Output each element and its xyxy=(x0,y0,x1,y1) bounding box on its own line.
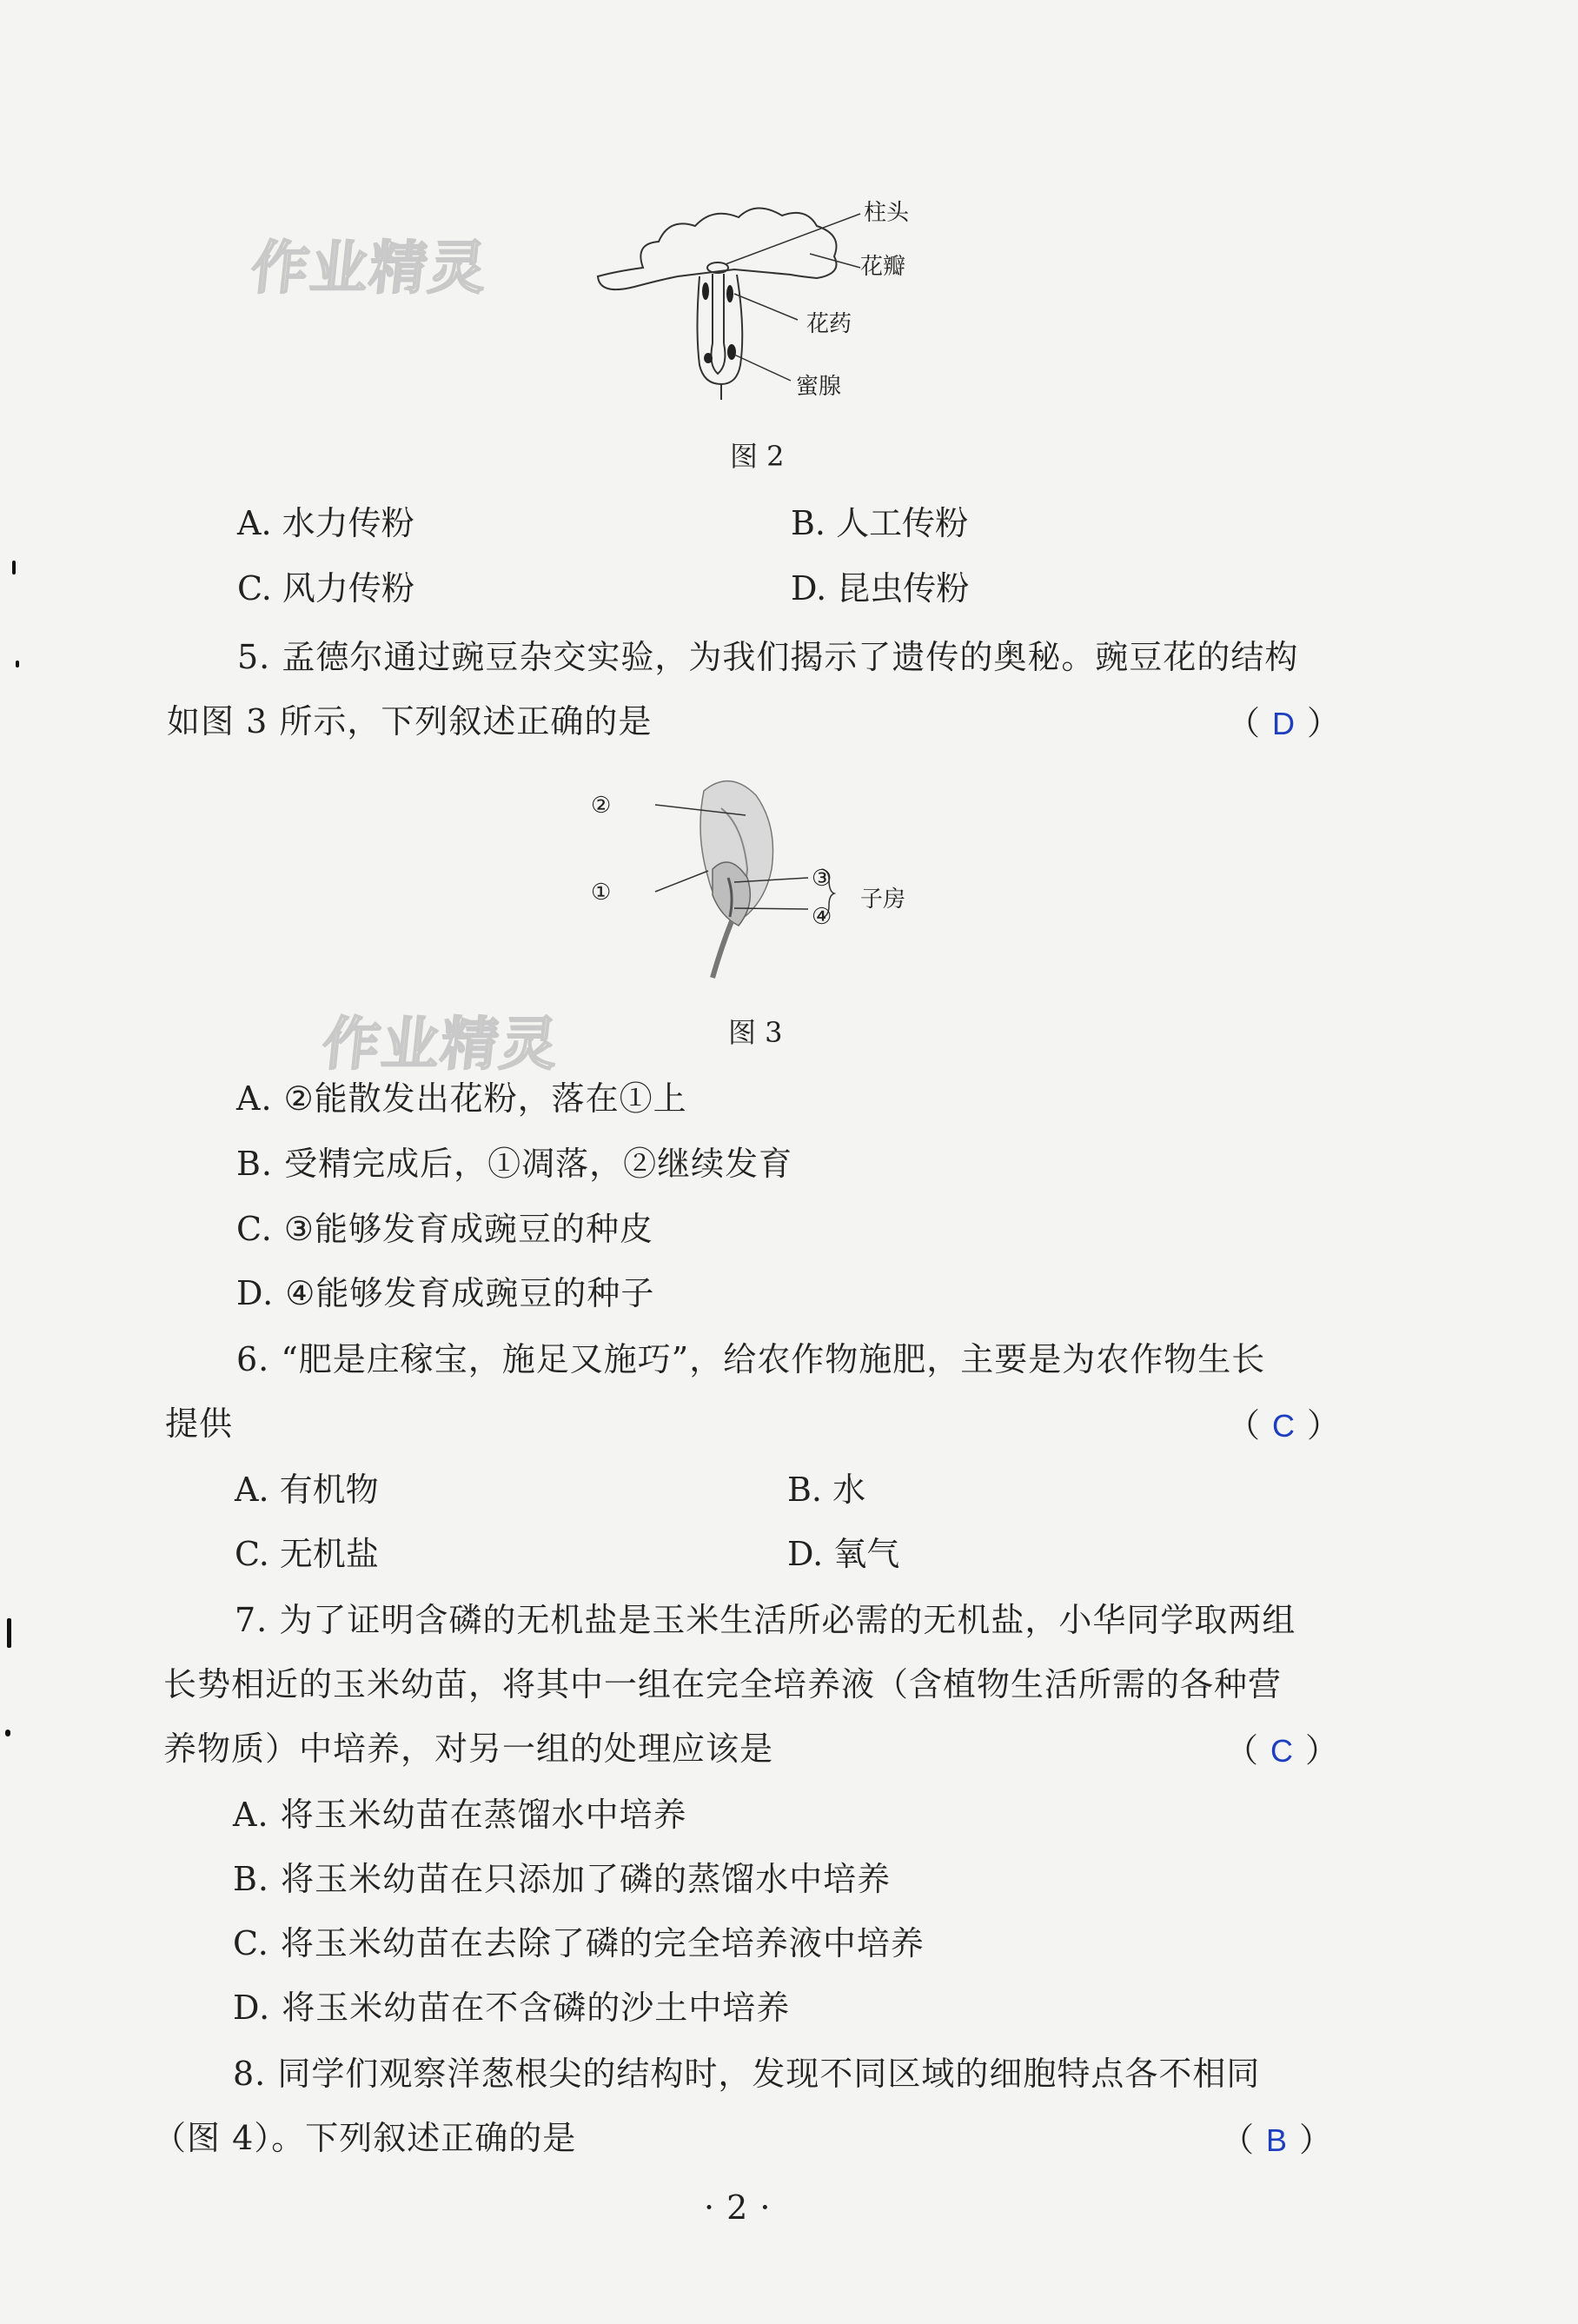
fig3-label-ovary: 子房 xyxy=(860,886,906,913)
q7-answer: C xyxy=(1270,1733,1294,1769)
q4-option-a: A. 水力传粉 xyxy=(237,504,414,542)
q8-stem-line-1: 8. 同学们观察洋葱根尖的结构时，发现不同区域的细胞特点各不相同 xyxy=(233,2055,1261,2093)
q6-option-d: D. 氧气 xyxy=(787,1535,900,1573)
fig2-caption: 图 2 xyxy=(730,440,785,473)
fig2-label-petal: 花瓣 xyxy=(860,254,906,280)
q5-option-c: C. ③能够发育成豌豆的种皮 xyxy=(236,1210,653,1248)
fig3-label-4: ④ xyxy=(812,904,832,930)
q8-answer: B xyxy=(1266,2122,1288,2158)
q6-stem-line-2: 提供 xyxy=(165,1404,234,1443)
q7-stem-line-1: 7. 为了证明含磷的无机盐是玉米生活所必需的无机盐，小华同学取两组 xyxy=(235,1601,1296,1639)
fig2-label-anther: 花药 xyxy=(806,311,852,337)
q6-option-a: A. 有机物 xyxy=(235,1471,379,1509)
scan-mark xyxy=(5,1730,10,1736)
q6-answer: C xyxy=(1272,1408,1296,1444)
scan-mark xyxy=(16,661,19,667)
watermark: 作业精灵 xyxy=(248,236,492,300)
q7-option-d: D. 将玉米幼苗在不含磷的沙土中培养 xyxy=(233,1989,791,2027)
scan-mark xyxy=(7,1618,11,1648)
fig3-label-3: ③ xyxy=(812,866,832,892)
q7-option-c: C. 将玉米幼苗在去除了磷的完全培养液中培养 xyxy=(233,1924,925,1962)
q8-stem-line-2: （图 4）。下列叙述正确的是 xyxy=(153,2119,577,2157)
q6-option-b: B. 水 xyxy=(787,1471,866,1509)
q7-stem-line-2: 长势相近的玉米幼苗，将其中一组在完全培养液（含植物生活所需的各种营 xyxy=(163,1665,1283,1703)
fig2-label-stigma: 柱头 xyxy=(864,200,910,226)
q6-answer-bracket: （ C ） xyxy=(1227,1404,1340,1447)
q8-answer-bracket: （ B ） xyxy=(1221,2119,1332,2161)
q7-stem-line-3: 养物质）中培养，对另一组的处理应该是 xyxy=(163,1730,774,1768)
watermark: 作业精灵 xyxy=(319,1012,563,1076)
q4-option-c: C. 风力传粉 xyxy=(237,569,414,608)
q5-stem-line-2: 如图 3 所示，下列叙述正确的是 xyxy=(167,702,653,740)
q5-stem-line-1: 5. 孟德尔通过豌豆杂交实验，为我们揭示了遗传的奥秘。豌豆花的结构 xyxy=(237,638,1299,676)
q5-answer: D xyxy=(1272,706,1296,741)
fig2-label-nectary: 蜜腺 xyxy=(796,374,842,400)
fig3-label-1: ① xyxy=(591,880,612,906)
q4-option-b: B. 人工传粉 xyxy=(791,504,969,542)
q5-option-b: B. 受精完成后，①凋落，②继续发育 xyxy=(236,1145,793,1183)
q7-option-b: B. 将玉米幼苗在只添加了磷的蒸馏水中培养 xyxy=(233,1860,892,1898)
q4-option-d: D. 昆虫传粉 xyxy=(791,569,970,608)
q7-answer-bracket: （ C ） xyxy=(1225,1730,1338,1772)
q5-option-a: A. ②能散发出花粉，落在①上 xyxy=(236,1079,687,1118)
q7-option-a: A. 将玉米幼苗在蒸馏水中培养 xyxy=(233,1796,687,1834)
q6-stem-line-1: 6. “肥是庄稼宝，施足又施巧”，给农作物施肥，主要是为农作物生长 xyxy=(236,1340,1266,1378)
page-number: · 2 · xyxy=(704,2188,772,2227)
q5-option-d: D. ④能够发育成豌豆的种子 xyxy=(236,1274,655,1312)
scan-mark xyxy=(12,561,16,574)
fig3-caption: 图 3 xyxy=(728,1016,783,1049)
q5-answer-bracket: （ D ） xyxy=(1227,702,1340,745)
fig3-label-2: ② xyxy=(591,793,612,819)
q6-option-c: C. 无机盐 xyxy=(235,1535,379,1573)
